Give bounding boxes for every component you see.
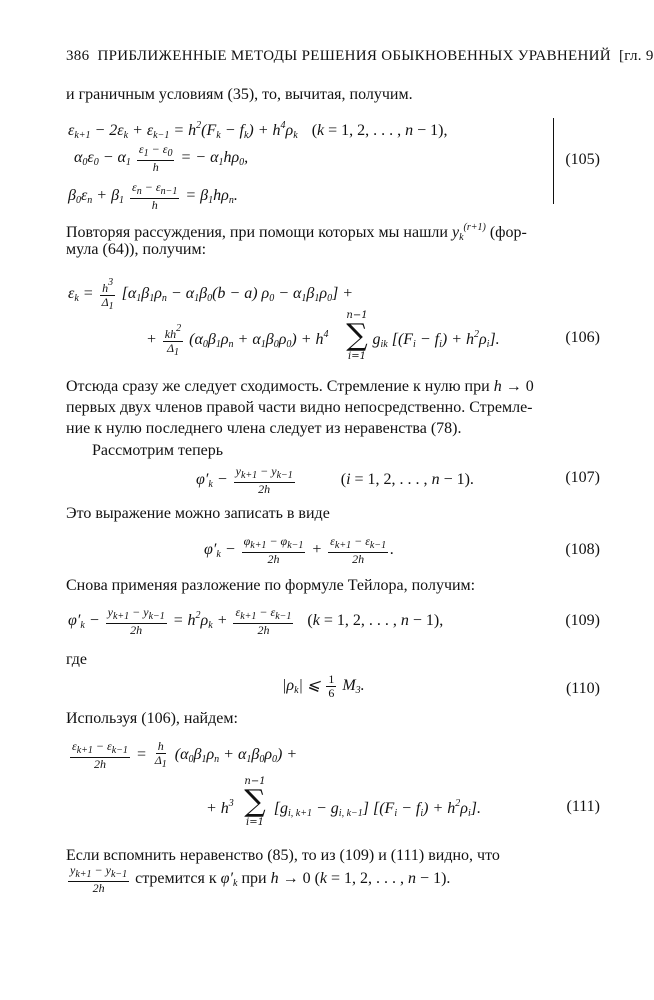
running-header [66, 46, 654, 66]
paragraph-text: при [241, 870, 267, 888]
equation-105-line1: $\varepsilon_{k+1} - 2\varepsilon_k + \varepsilon_{k-1} = h^2(F_k - f_k) + h^4\rho_k$ (k = 1, 2, . . . , n − 1), [68, 120, 448, 141]
equation-number: (107) [565, 469, 600, 486]
equation-brace [545, 118, 554, 204]
equation-number: (108) [565, 541, 600, 558]
equation-111-line2: + $h^3$ $[g_{i, k+1} - g_{i, k-1}] [(F_i - f_i) + h^2\rho_i]$. [206, 798, 481, 819]
equation-number: (109) [565, 612, 600, 629]
paragraph: Это выражение можно записать в виде [66, 505, 330, 522]
paragraph: Рассмотрим теперь [92, 442, 224, 459]
equation-108: $\varphi'_k$ − $\frac{\varphi_{k+1} - \varphi_{k-1}}{2h}$ + $\frac{\varepsilon_{k+1} - \varepsilon_{k-1}}{2h}$ . [204, 534, 395, 566]
page-number: 386 [66, 48, 90, 64]
header-title: ПРИБЛИЖЕННЫЕ МЕТОДЫ РЕШЕНИЯ ОБЫКНОВЕННЫХ УРАВНЕНИЙ [97, 48, 611, 64]
paragraph: Если вспомнить неравенство (85), то из (109) и (111) видно, что [66, 847, 500, 864]
paragraph: и граничным условиям (35), то, вычитая, получим. [66, 86, 413, 103]
paragraph-text: стремится к [135, 870, 217, 888]
equation-106-line1: $\varepsilon_k$ = $\frac{h^3}{\Delta_1}$ $[\alpha_1\beta_1\rho_n - \alpha_1\beta_0(b - a) \rho_0 - \alpha_1\beta_1\rho_0]$ + [68, 277, 354, 312]
equation-106-line2: + $\frac{kh^2}{\Delta_1}$ $(\alpha_0\beta_1\rho_n + \alpha_1\beta_0\rho_0) + h^4$ $g_{ik}$ $[(F_i - f_i) + h^2\rho_i]$. [146, 323, 500, 358]
paragraph: первых двух членов правой части видно непосредственно. Стремле- [66, 399, 533, 416]
header-chapter: [гл. 9 [618, 48, 654, 64]
paragraph: ние к нулю последнего члена следует из неравенства (78). [66, 420, 462, 437]
paragraph-text: (фор- [489, 224, 527, 241]
paragraph: Снова применяя разложение по формуле Тейлора, получим: [66, 577, 476, 594]
summation-sign: n−1 ∑ i=1 [244, 776, 266, 828]
equation-109: $\varphi'_k$ − $\frac{y_{k+1} - y_{k-1}}{2h}$ = $h^2\rho_k$ + $\frac{\varepsilon_{k+1} - \varepsilon_{k-1}}{2h}$ (k = 1, 2, . . . , n − 1), [68, 605, 444, 637]
equation-110: $|\rho_k|$ ⩽ $\frac{1}{6}$ $M_3$. [282, 672, 365, 700]
equation-number: (106) [565, 329, 600, 346]
equation-number: (111) [566, 798, 600, 815]
equation-number: (105) [565, 151, 600, 168]
paragraph: Используя (106), найдем: [66, 710, 238, 727]
equation-111-line1: $\frac{\varepsilon_{k+1} - \varepsilon_{k-1}}{2h}$ = $\frac{h}{\Delta_1}$ $(\alpha_0\beta_1\rho_n + \alpha_1\beta_0\rho_0)$ + [72, 739, 298, 771]
paragraph: Отсюда сразу же следует сходимость. Стремление к нулю при h → 0 [66, 378, 534, 395]
equation-105-line2: $\alpha_0\varepsilon_0 - \alpha_1$ $\frac{\varepsilon_1 - \varepsilon_0}{h}$ = − $\alpha_1h\rho_0$, [74, 142, 249, 174]
equation-number: (110) [565, 680, 600, 697]
equation-105-line3: $\beta_0\varepsilon_n + \beta_1$ $\frac{\varepsilon_n - \varepsilon_{n-1}}{h}$ = $\beta_1h\rho_n$. [68, 180, 238, 212]
paragraph: где [66, 651, 88, 668]
paragraph: мула (64)), получим: [66, 241, 207, 258]
paragraph-text: Повторяя рассуждения, при помощи которых мы нашли [66, 224, 448, 241]
paragraph: $\frac{y_{k+1} - y_{k-1}}{2h}$ стремится к $\varphi'_k$ при h → 0 (k = 1, 2, . . . , n − 1). [70, 863, 451, 895]
paragraph-text: Отсюда сразу же следует сходимость. Стремление к нулю при [66, 378, 490, 395]
summation-sign: n−1 ∑ i=1 [346, 310, 368, 362]
equation-107: $\varphi'_k$ − $\frac{y_{k+1} - y_{k-1}}{2h}$ (i = 1, 2, . . . , n − 1). [196, 464, 474, 496]
paragraph: Повторяя рассуждения, при помощи которых мы нашли $y_k^{(r+1)}$ (фор- [66, 222, 527, 243]
